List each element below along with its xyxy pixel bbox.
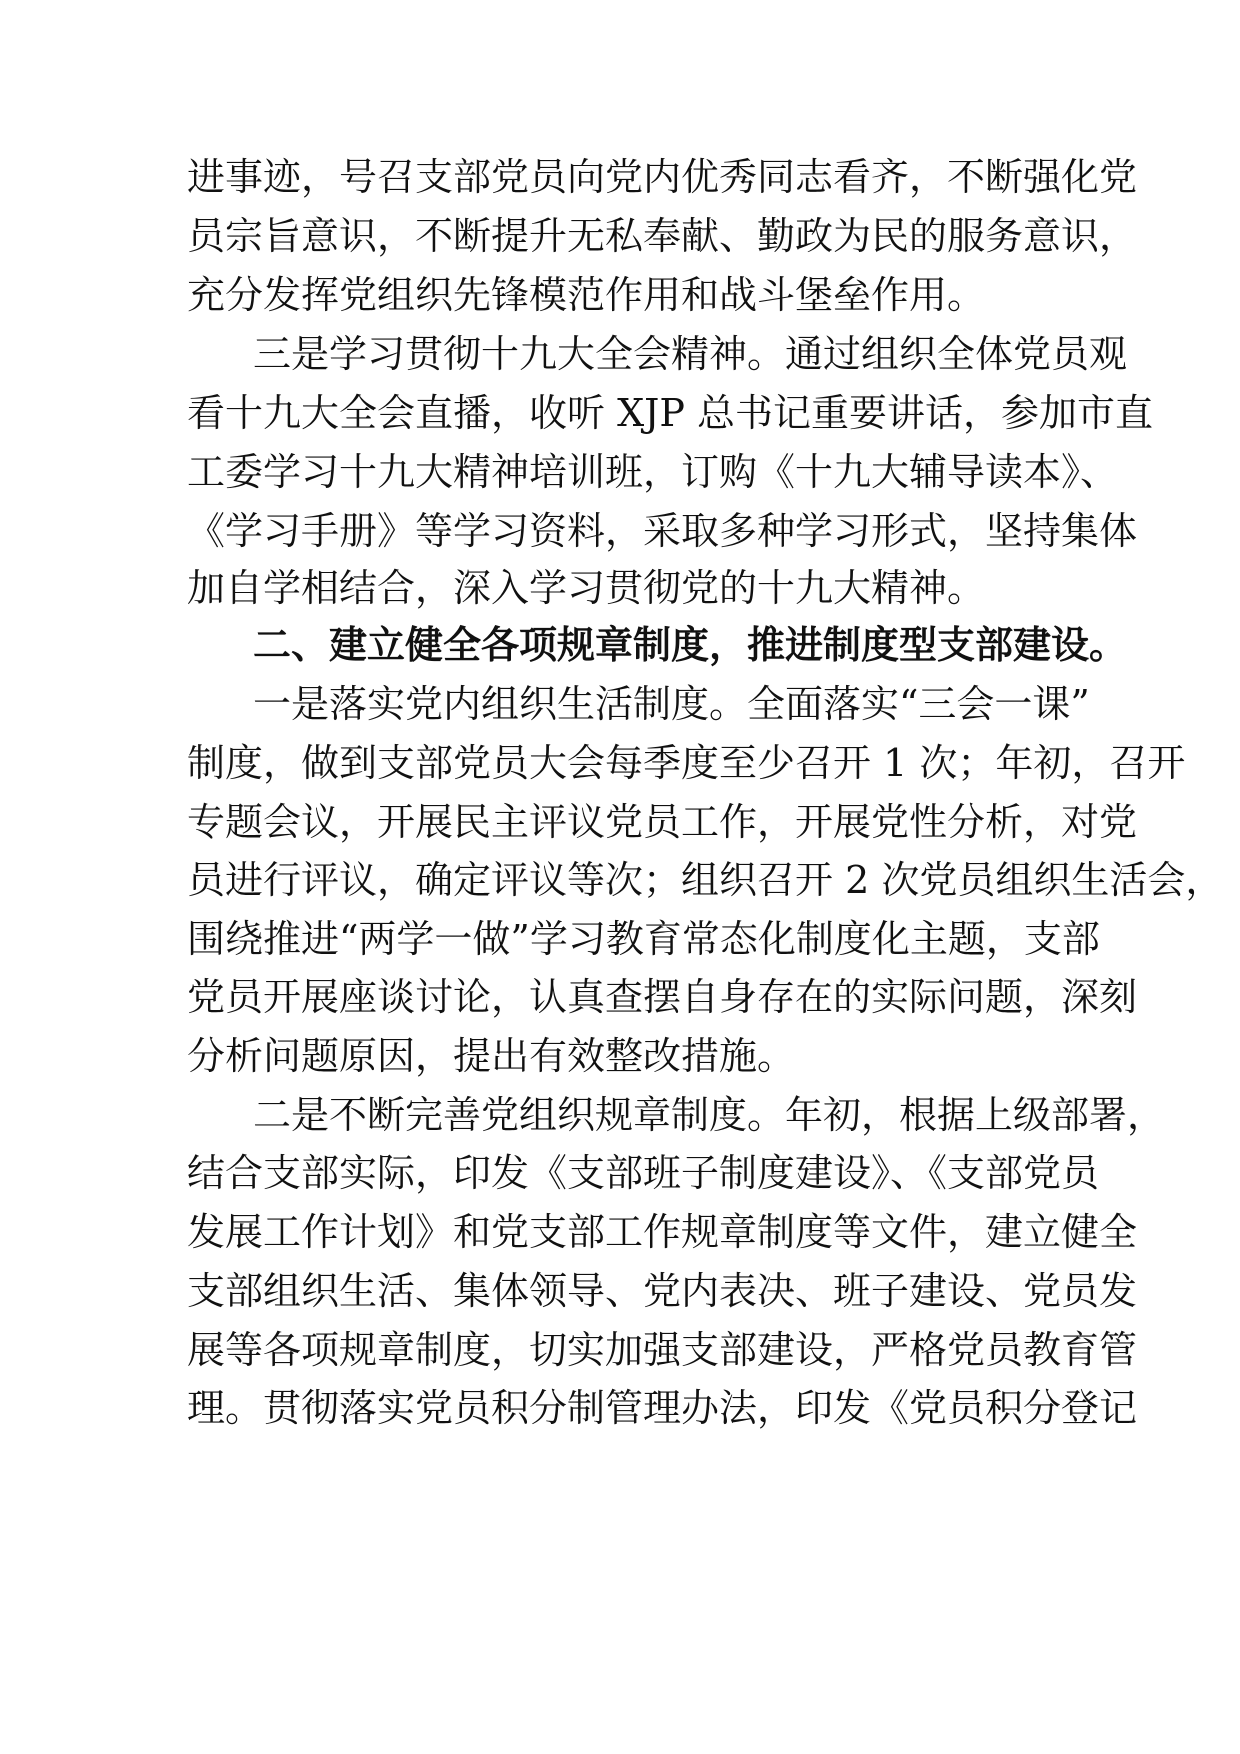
text-line-22: 理。贯彻落实党员积分制管理办法，印发《党员积分登记 [187,1386,1138,1430]
text-line-7: 《学习手册》等学习资料，采取多种学习形式，坚持集体 [187,509,1138,553]
section-heading-2: 二、建立健全各项规章制度，推进制度型支部建设。 [253,623,1128,667]
text-line-12: 专题会议，开展民主评议党员工作，开展党性分析，对党 [187,800,1138,844]
paragraph-2-start: 二是不断完善党组织规章制度。年初，根据上级部署， [253,1093,1166,1137]
text-line-19: 发展工作计划》和党支部工作规章制度等文件，建立健全 [187,1210,1138,1254]
text-line-2: 员宗旨意识，不断提升无私奉献、勤政为民的服务意识， [187,214,1138,258]
text-line-18: 结合支部实际，印发《支部班子制度建设》、《支部党员 [187,1151,1100,1195]
text-line-16: 分析问题原因，提出有效整改措施。 [187,1034,796,1078]
text-line-6: 工委学习十九大精神培训班，订购《十九大辅导读本》、 [187,450,1119,494]
text-line-20: 支部组织生活、集体领导、党内表决、班子建设、党员发 [187,1269,1138,1313]
text-line-5: 看十九大全会直播，收听 XJP 总书记重要讲话，参加市直 [187,391,1154,435]
paragraph-1-start: 一是落实党内组织生活制度。全面落实“三会一课” [253,682,1090,726]
text-line-14: 围绕推进“两学一做”学习教育常态化制度化主题，支部 [187,917,1100,961]
paragraph-3-start: 三是学习贯彻十九大全会精神。通过组织全体党员观 [253,332,1128,376]
text-line-1: 进事迹，号召支部党员向党内优秀同志看齐，不断强化党 [187,155,1138,199]
text-line-11: 制度，做到支部党员大会每季度至少召开 1 次；年初，召开 [187,741,1186,785]
text-line-21: 展等各项规章制度，切实加强支部建设，严格党员教育管 [187,1328,1138,1372]
text-line-8: 加自学相结合，深入学习贯彻党的十九大精神。 [187,566,986,610]
text-line-3: 充分发挥党组织先锋模范作用和战斗堡垒作用。 [187,273,986,317]
text-line-13: 员进行评议，确定评议等次；组织召开 2 次党员组织生活会， [187,858,1224,902]
text-line-15: 党员开展座谈讨论，认真查摆自身存在的实际问题，深刻 [187,975,1138,1019]
